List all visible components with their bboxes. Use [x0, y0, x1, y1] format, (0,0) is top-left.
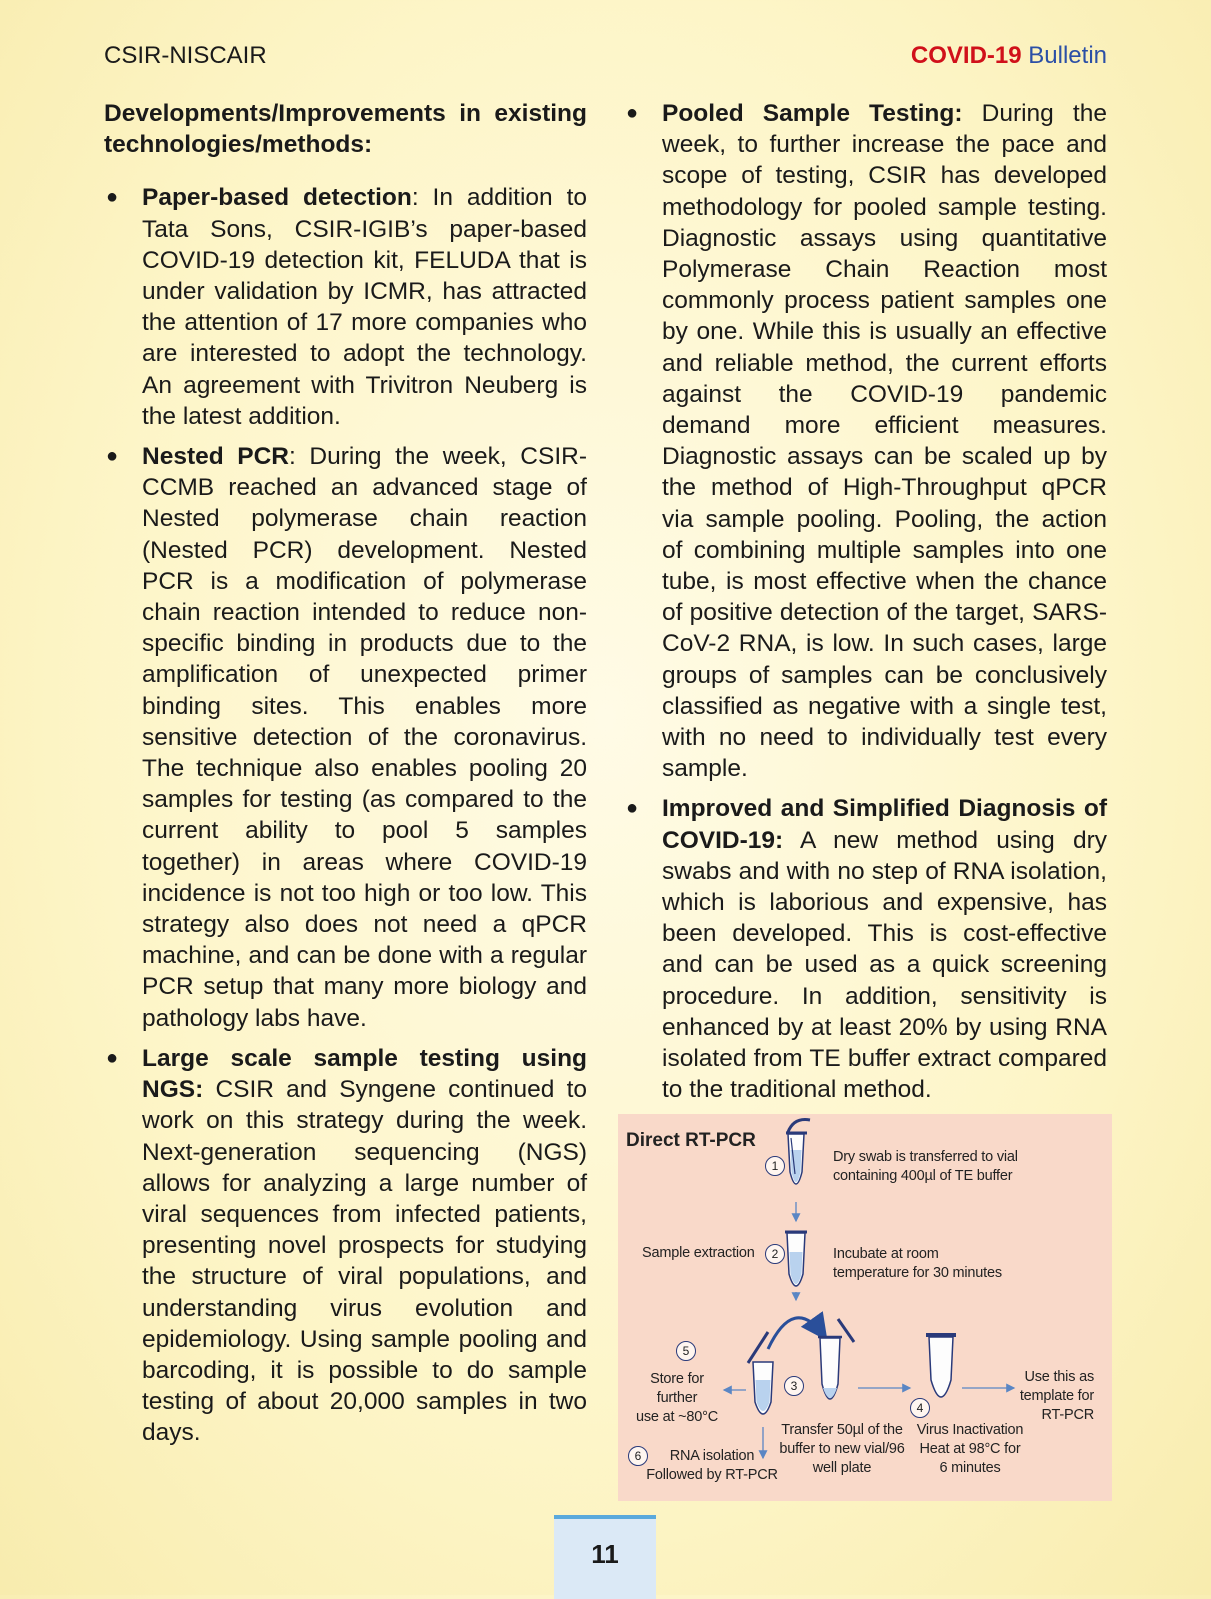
item-text: During the week, to further increase the pace and scope of testing, CSIR has developed methodology for pooled sample testing. Diagnostic assays using quantitative Polymerase Chain Reaction most commonly process patient samples one by one. While this is usually an effective and reliable method, the current efforts against the COVID-19 pandemic demand more efficient measures. Diagnostic assays can be scaled up by the method of High-Throughput qPCR via sample pooling. Pooling, the action of combining multiple samples into one tube, is most effective when the chance of positive detection of the target, SARS-CoV-2 RNA, is low. In such cases, large groups of samples can be conclusively classified as negative with a single test, with no need to individually test every sample.: [662, 100, 1107, 783]
publisher-name: CSIR-NISCAIR: [104, 42, 267, 69]
item-sep: [783, 827, 800, 854]
item-sep: :: [411, 184, 433, 212]
new-vial-icon: [818, 1319, 854, 1399]
item-text: A new method using dry swabs and with no step of RNA isolation, which is laborious and expensive, has been developed. This is cost-effective and can be used as a quick screening procedure. In addition, sensitivity is enhanced by at least 20% by using RNA isolated from TE buffer extract compared to the traditional method.: [662, 826, 1107, 1104]
bullet-icon: ●: [106, 186, 119, 209]
list-item: [624, 793, 1107, 1105]
step-2-number: 2: [765, 1244, 785, 1264]
tube-1-icon: [786, 1120, 810, 1185]
bullet-icon: ●: [626, 102, 639, 124]
step-4-line-b: Heat at 98°C for: [919, 1441, 1021, 1457]
step-3-line-b: buffer to new vial/96: [779, 1441, 905, 1457]
right-column: [624, 98, 1107, 1115]
item-sep: [963, 100, 982, 127]
step-1-line-b: containing 400µl of TE buffer: [833, 1168, 1013, 1184]
step-6-text: [646, 1447, 778, 1485]
section-title: Developments/Improvements in existing technologies/methods:: [104, 100, 587, 159]
step-3-line-a: Transfer 50µl of the: [781, 1422, 903, 1438]
list-item: [104, 182, 587, 432]
item-text: In addition to Tata Sons, CSIR-IGIB’s paper-based COVID-19 detection kit, FELUDA that is under validation by ICMR, has attracted the attention of 17 more companies who are interested to adopt the technology. An agreement with Trivitron Neuberg is the latest addition.: [142, 184, 587, 430]
step-3-line-c: well plate: [812, 1460, 872, 1476]
use-line-b: template for: [1019, 1388, 1094, 1404]
list-item: [624, 98, 1107, 784]
step-3-number: 3: [784, 1376, 804, 1396]
direct-rt-pcr-figure: [618, 1114, 1112, 1501]
left-bullet-list: [104, 182, 587, 1448]
step-6-number: 6: [628, 1446, 648, 1466]
item-sep: [203, 1076, 215, 1103]
step-2-label: Sample extraction: [642, 1245, 755, 1261]
step-4-line-c: 6 minutes: [939, 1460, 1001, 1476]
item-lead: Paper-based detection: [142, 184, 412, 212]
step-5-line-b: use at ~80°C: [636, 1409, 718, 1425]
item-lead: Improved and Simplified Diagnosis of COVID-19:: [662, 795, 1107, 854]
step-2-text: [833, 1245, 1002, 1283]
item-lead: Pooled Sample Testing:: [662, 100, 963, 127]
right-bullet-list: [624, 98, 1107, 1106]
step-5-line-a: Store for further: [650, 1371, 704, 1406]
bulletin-brand: COVID-19: [910, 42, 1022, 69]
step-4-number: 4: [910, 1398, 930, 1418]
tube-2-icon: [785, 1232, 807, 1286]
item-text: CSIR and Syngene continued to work on this strategy during the week. Next-generation sequencing (NGS) allows for analyzing a large number of viral sequences from infected patients, presenting novel prospects for studying the structure of viral populations, and understanding virus evolution and epidemiology. Using sample pooling and barcoding, it is possible to do sample testing of about 20,000 samples in two days.: [142, 1076, 587, 1447]
bullet-icon: ●: [106, 1046, 119, 1069]
page-number: 11: [591, 1539, 619, 1569]
use-line-c: RT-PCR: [1041, 1407, 1094, 1423]
use-line-a: Use this as: [1024, 1369, 1094, 1385]
figure-title: Direct RT-PCR: [626, 1130, 756, 1151]
step-4-line-a: Virus Inactivation: [916, 1422, 1024, 1438]
item-lead: Large scale sample testing using NGS:: [142, 1044, 587, 1104]
list-item: [104, 441, 587, 1034]
use-template-text: [1014, 1368, 1094, 1425]
tube-4-icon: [926, 1335, 956, 1397]
item-sep: :: [289, 443, 310, 471]
left-column: [104, 98, 587, 1458]
step-2-line-a: Incubate at room: [833, 1246, 939, 1262]
step-6-line-b: Followed by RT-PCR: [646, 1467, 778, 1483]
step-6-line-a: RNA isolation: [669, 1448, 755, 1464]
step-2-line-b: temperature for 30 minutes: [833, 1265, 1002, 1281]
item-text: During the week, CSIR-CCMB reached an advanced stage of Nested polymerase chain reaction (Nested PCR) development. Nested PCR is a modification of polymerase chain reaction intended to reduce non-specific binding in products due to the amplification of unexpected primer binding sites. This enables more sensitive detection of the coronavirus. The technique also enables pooling 20 samples for testing (as compared to the current ability to pool 5 samples together) in areas where COVID-19 incidence is not too high or too low. This strategy also does not need a qPCR machine, and can be done with a regular PCR setup that many more biology and pathology labs have.: [142, 443, 587, 1032]
bullet-icon: ●: [626, 797, 639, 820]
step-1-number: 1: [765, 1156, 785, 1176]
list-item: [104, 1043, 587, 1449]
bullet-icon: ●: [106, 445, 119, 468]
step-3-text: [772, 1421, 912, 1478]
step-5-number: 5: [676, 1341, 696, 1361]
item-lead: Nested PCR: [142, 443, 289, 471]
step-1-text: [833, 1148, 1018, 1186]
step-5-text: [628, 1370, 726, 1427]
page-number-box: [554, 1515, 656, 1599]
step-1-line-a: Dry swab is transferred to vial: [833, 1149, 1018, 1165]
bulletin-title: [911, 42, 1107, 70]
step-4-text: [910, 1421, 1030, 1478]
bulletin-sub: Bulletin: [1028, 42, 1107, 69]
